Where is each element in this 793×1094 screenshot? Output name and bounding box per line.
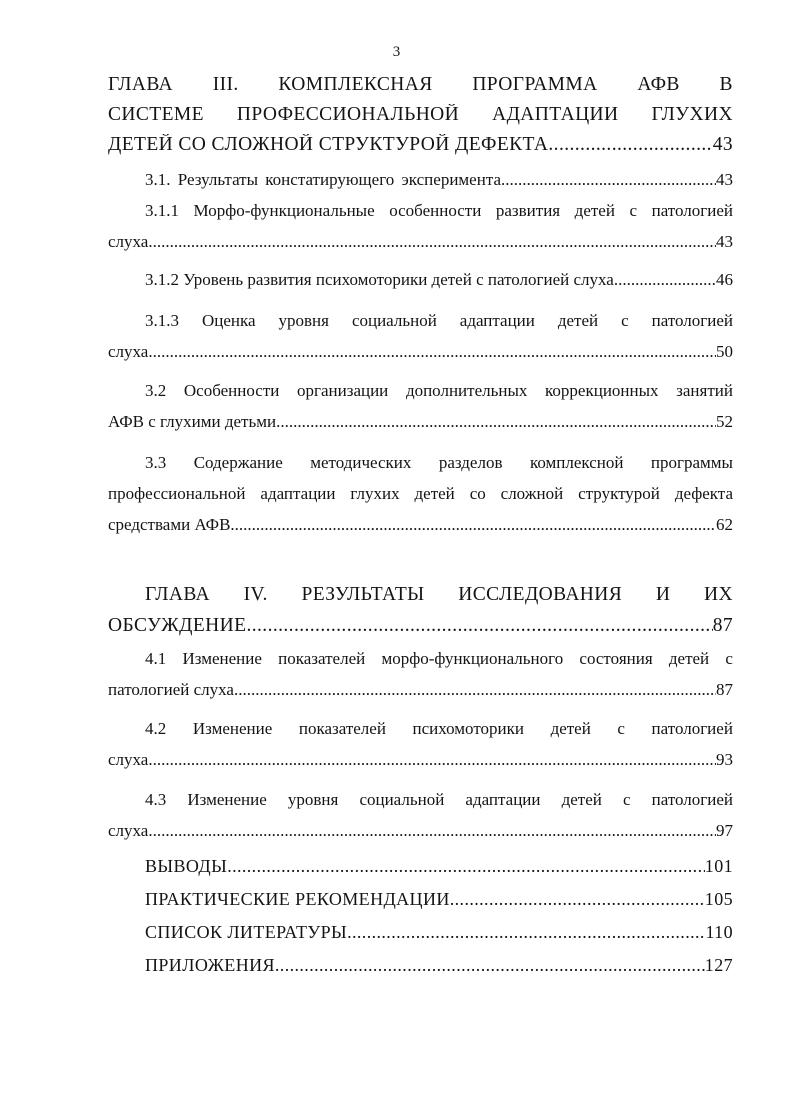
toc-leader	[548, 134, 712, 156]
word: показателей	[298, 719, 386, 738]
word: психомоторики	[412, 719, 524, 738]
word: IV.	[243, 584, 268, 605]
word: детей	[557, 311, 599, 330]
chapter3-heading-line2	[108, 104, 733, 126]
toc-title: слуха	[108, 342, 149, 361]
toc-entry-3-1-3[interactable]	[108, 342, 733, 362]
word: со	[469, 484, 486, 503]
word: комплексной	[529, 453, 624, 472]
toc-entry-3-1[interactable]	[145, 170, 733, 190]
toc-page: 87	[716, 680, 733, 699]
toc-entry-chapter4[interactable]	[108, 615, 733, 637]
toc-title: ПРИЛОЖЕНИЯ	[145, 955, 275, 975]
toc-entry-3-1-1-line1[interactable]	[145, 201, 733, 221]
word: АДАПТАЦИИ	[492, 104, 619, 125]
word: профессиональной	[108, 484, 246, 503]
toc-entry-conclusions[interactable]	[145, 856, 733, 877]
word: Особенности	[183, 381, 280, 400]
toc-title: слуха	[108, 750, 149, 769]
toc-entry-3-1-1[interactable]	[108, 232, 733, 252]
word: патологией	[651, 719, 733, 738]
word: Изменение	[187, 790, 267, 809]
word: И	[655, 584, 671, 605]
toc-leader	[148, 750, 716, 770]
word: ИХ	[704, 584, 733, 605]
word: показателей	[278, 649, 366, 668]
word: КОМПЛЕКСНАЯ	[278, 74, 433, 95]
word: разделов	[438, 453, 503, 472]
toc-title: СПИСОК ЛИТЕРАТУРЫ	[145, 922, 348, 942]
word: патологией	[651, 201, 733, 220]
toc-title: 3.1.2 Уровень развития психомоторики детей с патологией слуха	[145, 270, 614, 289]
word: методических	[310, 453, 412, 472]
toc-entry-4-1[interactable]	[108, 680, 733, 700]
word: глухих	[350, 484, 400, 503]
toc-leader	[148, 232, 716, 252]
word: 4.3	[145, 790, 167, 809]
word: уровня	[278, 311, 329, 330]
toc-entry-4-3[interactable]	[108, 821, 733, 841]
toc-page: 127	[704, 955, 733, 975]
word: социальной	[351, 311, 437, 330]
word: 3.2	[145, 381, 167, 400]
toc-leader	[450, 889, 705, 910]
word: Содержание	[193, 453, 283, 472]
chapter4-heading-line1	[145, 584, 733, 606]
word: 4.1	[145, 649, 167, 668]
word: коррекционных	[545, 381, 659, 400]
toc-page: 46	[716, 270, 733, 289]
word: социальной	[359, 790, 445, 809]
word: детей	[550, 719, 591, 738]
word: В	[719, 74, 733, 95]
word: детей	[668, 649, 710, 668]
word: 4.2	[145, 719, 167, 738]
toc-entry-3-3-line1[interactable]	[145, 453, 733, 473]
word: морфо-функционального	[381, 649, 564, 668]
toc-title: ВЫВОДЫ	[145, 856, 228, 876]
toc-title: 3.1. Результаты констатирующего эксперимента	[145, 170, 501, 189]
word: дефекта	[674, 484, 733, 503]
toc-title: слуха	[108, 232, 149, 251]
toc-entry-appendices[interactable]	[145, 955, 733, 976]
word: с	[622, 790, 631, 809]
word: ГЛУХИХ	[651, 104, 733, 125]
toc-page: 43	[716, 170, 733, 189]
word: с	[725, 649, 733, 668]
word: АФВ	[637, 74, 680, 95]
word: организации	[297, 381, 389, 400]
toc-entry-references[interactable]	[145, 922, 733, 943]
toc-entry-3-1-2[interactable]	[145, 270, 733, 290]
word: ПРОФЕССИОНАЛЬНОЙ	[236, 104, 460, 125]
toc-page: 101	[704, 856, 733, 876]
word: развития	[495, 201, 561, 220]
toc-leader	[148, 821, 716, 841]
toc-entry-recommendations[interactable]	[145, 889, 733, 910]
word: РЕЗУЛЬТАТЫ	[301, 584, 425, 605]
word: состояния	[579, 649, 653, 668]
toc-entry-3-3-line2[interactable]	[108, 484, 733, 504]
word: СИСТЕМЕ	[108, 104, 204, 125]
toc-leader	[614, 270, 716, 290]
toc-entry-chapter3[interactable]	[108, 134, 733, 156]
toc-leader	[246, 615, 712, 637]
toc-entry-4-3-line1[interactable]	[145, 790, 733, 810]
word: Морфо-функциональные	[193, 201, 375, 220]
toc-entry-3-2[interactable]	[108, 412, 733, 432]
toc-entry-3-3[interactable]	[108, 515, 733, 535]
word: детей	[574, 201, 615, 220]
toc-entry-4-1-line1[interactable]	[145, 649, 733, 669]
word: 3.3	[145, 453, 167, 472]
toc-leader	[148, 342, 716, 362]
word: детей	[561, 790, 602, 809]
toc-title: средствами АФВ	[108, 515, 231, 534]
word: Оценка	[201, 311, 256, 330]
toc-entry-4-2[interactable]	[108, 750, 733, 770]
word: особенности	[389, 201, 482, 220]
toc-title: АФВ с глухими детьми	[108, 412, 277, 431]
word: патологией	[651, 311, 733, 330]
toc-page: 43	[712, 134, 733, 155]
word: детей	[414, 484, 455, 503]
toc-leader	[276, 412, 716, 432]
word: ГЛАВА	[108, 74, 173, 95]
toc-title: ОБСУЖДЕНИЕ	[108, 615, 247, 636]
toc-page: 93	[716, 750, 733, 769]
word: адаптации	[260, 484, 336, 503]
word: III.	[212, 74, 239, 95]
toc-leader	[227, 856, 705, 877]
toc-page: 105	[704, 889, 733, 909]
toc-title: слуха	[108, 821, 149, 840]
chapter3-heading-line1	[108, 74, 733, 96]
word: структурой	[578, 484, 660, 503]
word: с	[621, 311, 629, 330]
word: занятий	[676, 381, 733, 400]
word: с	[629, 201, 638, 220]
toc-title: патологией слуха	[108, 680, 234, 699]
toc-entry-4-2-line1[interactable]	[145, 719, 733, 739]
toc-leader	[501, 170, 716, 190]
word: сложной	[500, 484, 564, 503]
toc-leader	[275, 955, 705, 976]
word: ПРОГРАММА	[472, 74, 598, 95]
toc-page: 87	[712, 615, 733, 636]
word: Изменение	[192, 719, 273, 738]
word: Изменение	[182, 649, 262, 668]
word: программы	[650, 453, 733, 472]
word: уровня	[287, 790, 339, 809]
toc-leader	[347, 922, 705, 943]
word: с	[617, 719, 625, 738]
word: 3.1.3	[145, 311, 179, 330]
toc-page: 110	[705, 922, 733, 942]
toc-page: 62	[716, 515, 733, 534]
toc-page: 50	[716, 342, 733, 361]
page-number: 3	[392, 44, 401, 60]
word: 3.1.1	[145, 201, 179, 220]
toc-leader	[234, 680, 716, 700]
toc-entry-3-1-3-line1[interactable]	[145, 311, 733, 331]
toc-page: 97	[716, 821, 733, 840]
word: патологией	[651, 790, 733, 809]
word: ГЛАВА	[145, 584, 210, 605]
word: адаптации	[465, 790, 541, 809]
toc-title: ПРАКТИЧЕСКИЕ РЕКОМЕНДАЦИИ	[145, 889, 450, 909]
word: дополнительных	[405, 381, 528, 400]
toc-title: ДЕТЕЙ СО СЛОЖНОЙ СТРУКТУРОЙ ДЕФЕКТА	[108, 134, 549, 155]
word: адаптации	[459, 311, 535, 330]
toc-page: 43	[716, 232, 733, 251]
word: ИССЛЕДОВАНИЯ	[458, 584, 623, 605]
toc-entry-3-2-line1[interactable]	[145, 381, 733, 401]
toc-page: 52	[716, 412, 733, 431]
toc-leader	[230, 515, 716, 535]
